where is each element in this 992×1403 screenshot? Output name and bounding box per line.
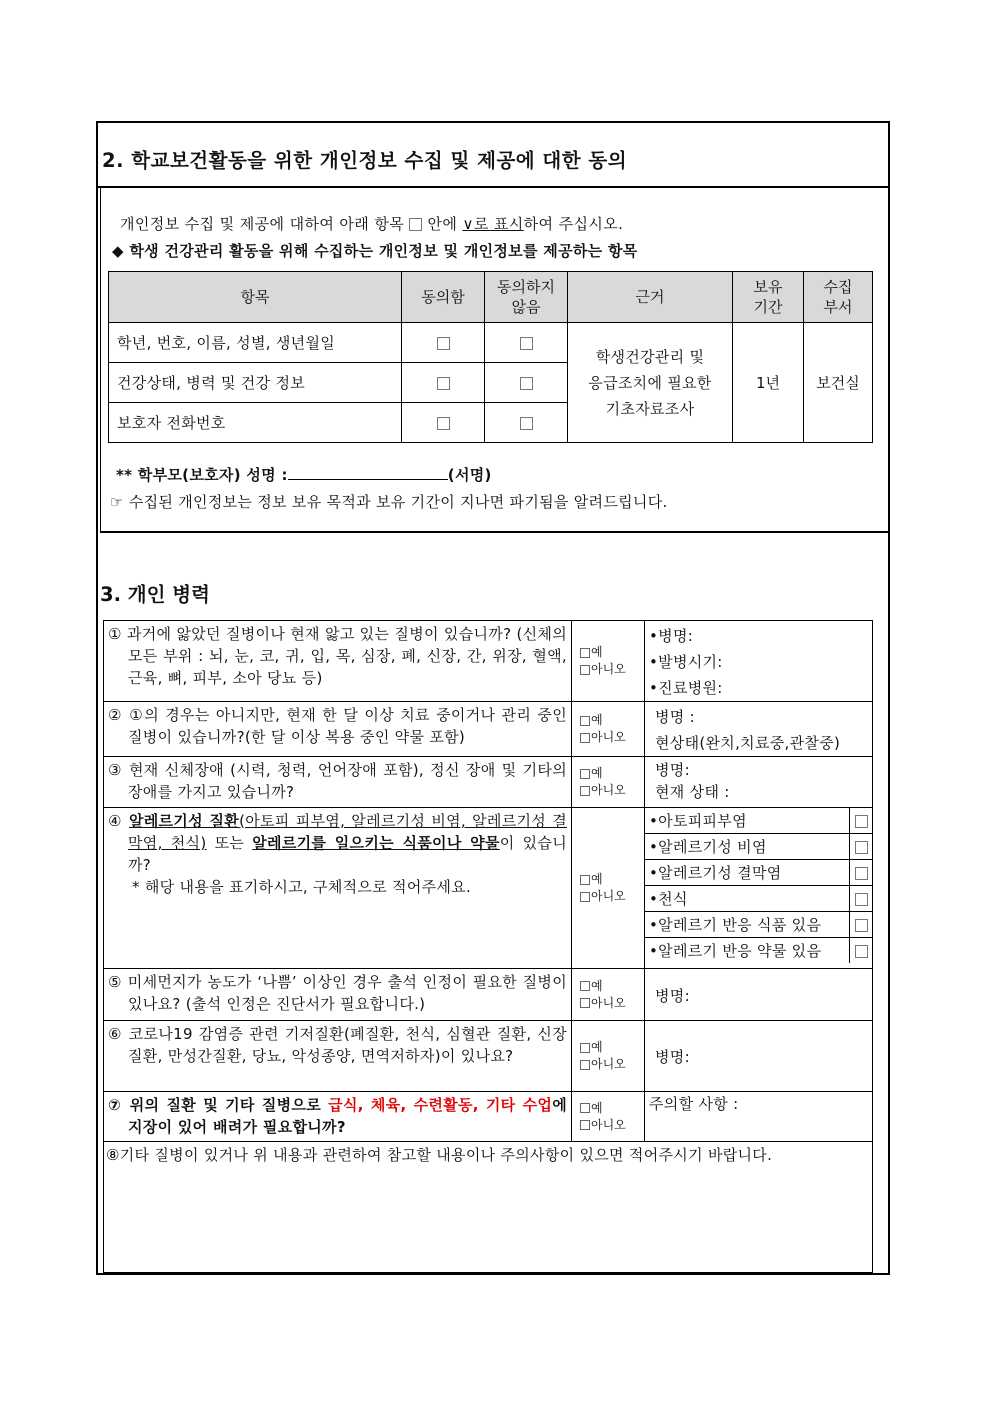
agree-checkbox[interactable] <box>437 337 450 350</box>
consent-row-label: 건강상태, 병력 및 건강 정보 <box>109 363 402 403</box>
disagree-checkbox[interactable] <box>520 377 533 390</box>
yes-no-choice[interactable]: 예 아니오 <box>572 808 645 969</box>
no-checkbox <box>580 1060 590 1070</box>
yes-checkbox <box>580 981 590 991</box>
answer-7[interactable]: 주의할 사항 : <box>645 1092 873 1142</box>
no-checkbox <box>580 892 590 902</box>
agree-checkbox[interactable] <box>437 417 450 430</box>
allergy-checkbox[interactable] <box>855 945 868 958</box>
yes-no-choice[interactable]: 예 아니오 <box>572 621 645 702</box>
question-2: ② ①의 경우는 아니지만, 현재 한 달 이상 치료 중이거나 관리 중인 질병이 있습니까?(한 달 이상 복용 중인 약물 포함) <box>104 702 572 757</box>
question-3: ③ 현재 신체장애 (시력, 청력, 언어장애 포함), 정신 장애 및 기타의 장애를 가지고 있습니까? <box>104 757 572 808</box>
instruction-text: 하여 주십시오. <box>523 215 624 233</box>
guardian-signature <box>116 464 492 485</box>
allergy-checkbox[interactable] <box>855 815 868 828</box>
section3-title: 3. 개인 병력 <box>100 583 210 606</box>
yes-no-choice[interactable]: 예 아니오 <box>572 757 645 808</box>
consent-items-heading: ◆ 학생 건강관리 활동을 위해 수집하는 개인정보 및 개인정보를 제공하는 항목 <box>112 242 638 260</box>
yes-checkbox <box>580 1103 590 1113</box>
yes-checkbox <box>580 716 590 726</box>
allergy-option: •알레르기 반응 약물 있음 <box>649 942 822 960</box>
no-checkbox <box>580 665 590 675</box>
section2-title: 2. 학교보건활동을 위한 개인정보 수집 및 제공에 대한 동의 <box>102 149 628 172</box>
question-4: ④ 알레르기성 질환(아토피 피부염, 알레르기성 비염, 알레르기성 결막염, 천식) 또는 알레르기를 일으키는 식품이나 약물이 있습니까? * 해당 내용을 표기하시고, 구체적으로 적어주세요. <box>104 808 572 969</box>
yes-no-choice[interactable]: 예 아니오 <box>572 702 645 757</box>
no-checkbox <box>580 1120 590 1130</box>
col-item: 항목 <box>109 272 402 323</box>
consent-row-label: 보호자 전화번호 <box>109 403 402 443</box>
yes-no-choice[interactable]: 예 아니오 <box>572 969 645 1021</box>
col-retention: 보유 기간 <box>733 272 804 323</box>
department-value: 보건실 <box>804 323 873 443</box>
signature-label: ** 학부모(보호자) 성명 : <box>116 466 288 484</box>
answer-3[interactable]: 병명: 현재 상태 : <box>645 757 873 808</box>
allergy-option: •천식 <box>645 886 850 912</box>
answer-1[interactable]: •병명: •발병시기: •진료병원: <box>645 621 873 702</box>
allergy-checkbox[interactable] <box>855 893 868 906</box>
question-4-note: * 해당 내용을 표기하시고, 구체적으로 적어주세요. <box>132 878 472 896</box>
allergy-option: •알레르기 반응 식품 있음 <box>645 912 850 938</box>
disagree-checkbox[interactable] <box>520 417 533 430</box>
instruction-text: 개인정보 수집 및 제공에 대하여 아래 항목 <box>120 215 410 233</box>
consent-table <box>108 271 873 443</box>
question-6: ⑥ 코로나19 감염증 관련 기저질환(폐질환, 천식, 심혈관 질환, 신장질환, 만성간질환, 당뇨, 악성종양, 면역저하자)이 있나요? <box>104 1021 572 1092</box>
allergy-checkbox[interactable] <box>855 919 868 932</box>
medical-history-table <box>103 620 873 1273</box>
instruction-mark-text: ∨로 표시 <box>462 215 524 233</box>
allergy-option: •아토피피부염 <box>645 808 850 834</box>
yes-checkbox <box>580 769 590 779</box>
answer-5[interactable]: 병명: <box>645 969 873 1021</box>
retention-value: 1년 <box>733 323 804 443</box>
answer-2[interactable]: 병명 : 현상태(완치,치료중,관찰중) <box>645 702 873 757</box>
consent-instruction <box>120 213 623 234</box>
instruction-text: 안에 <box>422 215 463 233</box>
allergy-option: •알레르기성 비염 <box>645 834 850 860</box>
col-agree: 동의함 <box>402 272 485 323</box>
answer-6[interactable]: 병명: <box>645 1021 873 1092</box>
basis-cell: 학생건강관리 및 응급조치에 필요한 기초자료조사 <box>568 323 733 443</box>
yes-no-choice[interactable]: 예 아니오 <box>572 1092 645 1142</box>
signature-line[interactable] <box>288 465 448 480</box>
yes-no-choice[interactable]: 예 아니오 <box>572 1021 645 1092</box>
yes-checkbox <box>580 1043 590 1053</box>
question-8[interactable]: ⑧기타 질병이 있거나 위 내용과 관련하여 참고할 내용이나 주의사항이 있으면 적어주시기 바랍니다. <box>104 1142 873 1273</box>
consent-row-label: 학년, 번호, 이름, 성별, 생년월일 <box>109 323 402 363</box>
allergy-option: •알레르기성 결막염 <box>645 860 850 886</box>
col-basis: 근거 <box>568 272 733 323</box>
no-checkbox <box>580 998 590 1008</box>
question-1: ① 과거에 앓았던 질병이나 현재 앓고 있는 질병이 있습니까? (신체의 모든 부위 : 뇌, 눈, 코, 귀, 입, 목, 심장, 폐, 신장, 간, 위장, 혈액, 근육, 뼈, 피부, 소아 당뇨 등) <box>104 621 572 702</box>
col-department: 수집 부서 <box>804 272 873 323</box>
question-5: ⑤ 미세먼지가 농도가 ‘나쁨’ 이상인 경우 출석 인정이 필요한 질병이 있나요? (출석 인정은 진단서가 필요합니다.) <box>104 969 572 1021</box>
allergy-checkbox[interactable] <box>855 867 868 880</box>
no-checkbox <box>580 733 590 743</box>
question-7: ⑦ 위의 질환 및 기타 질병으로 급식, 체육, 수련활동, 기타 수업에 지장이 있어 배려가 필요합니까? <box>104 1092 572 1142</box>
checkbox-sample-icon <box>409 218 422 231</box>
col-disagree: 동의하지 않음 <box>485 272 568 323</box>
yes-checkbox <box>580 648 590 658</box>
retention-notice: ☞ 수집된 개인정보는 정보 보유 목적과 보유 기간이 지나면 파기됨을 알려드립니다. <box>110 493 668 511</box>
yes-checkbox <box>580 875 590 885</box>
agree-checkbox[interactable] <box>437 377 450 390</box>
allergy-checkbox[interactable] <box>855 841 868 854</box>
allergy-options <box>645 808 873 969</box>
disagree-checkbox[interactable] <box>520 337 533 350</box>
signature-suffix: (서명) <box>447 466 492 484</box>
no-checkbox <box>580 786 590 796</box>
